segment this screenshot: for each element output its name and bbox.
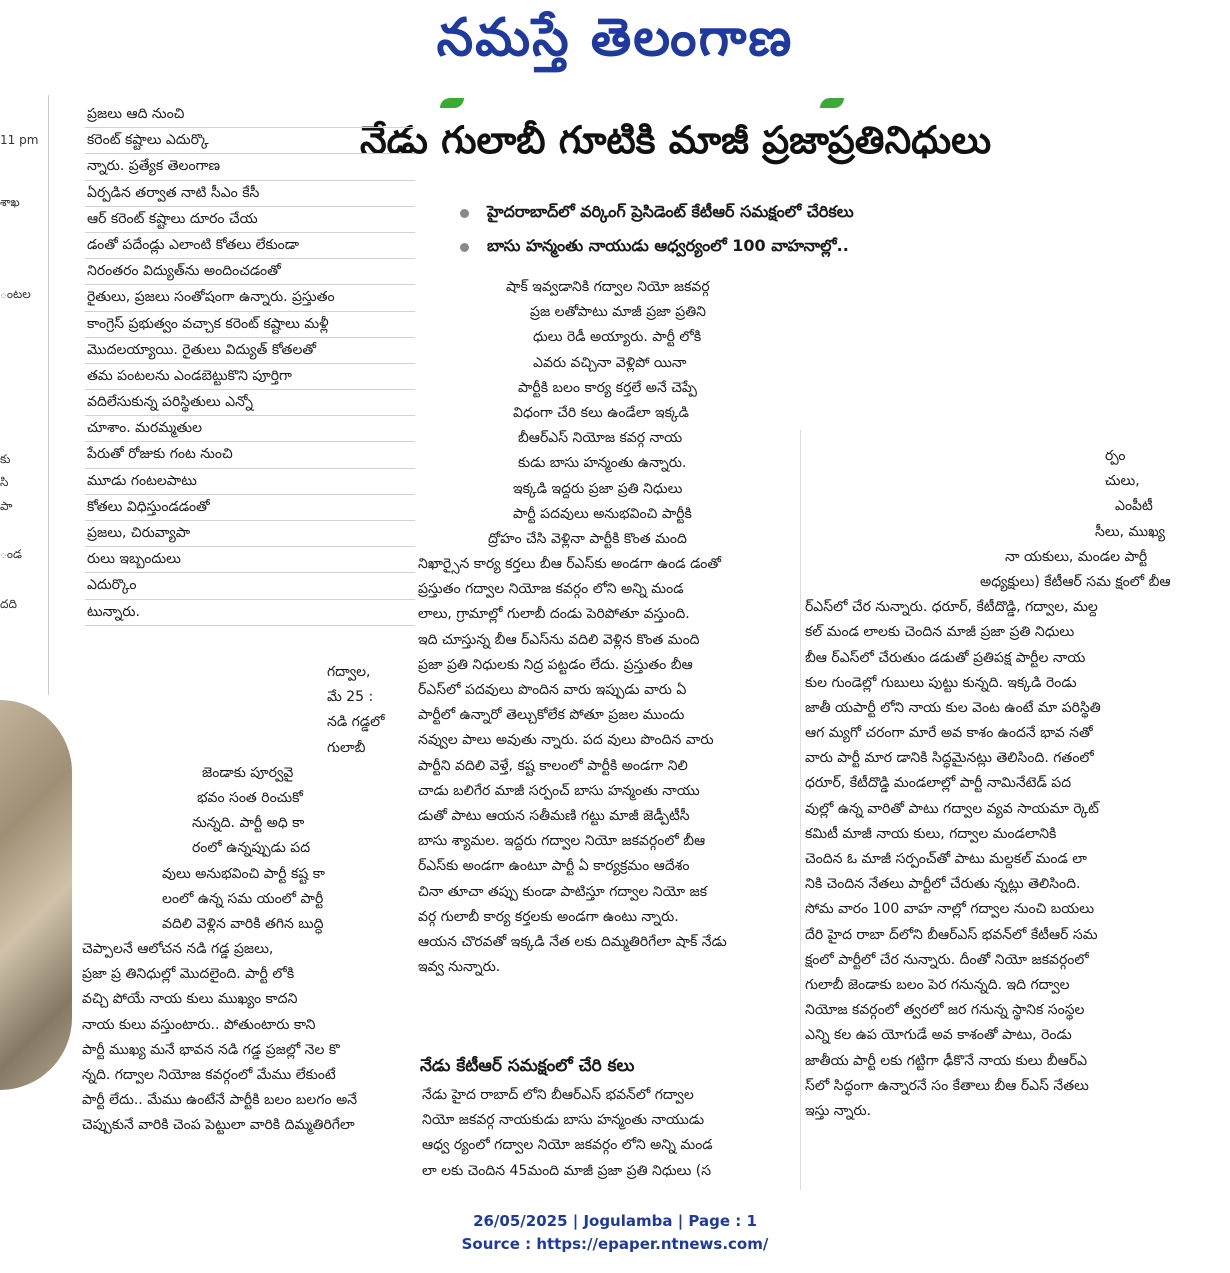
bullet-text: హైదరాబాద్‌లో వర్కింగ్ ప్రెసిడెంట్ కేటీఆర్ సమక్షంలో చేరికలు <box>487 201 854 221</box>
text-line: న్నారు. ప్రత్యేక తెలంగాణ <box>85 154 415 180</box>
text-line: పార్టీకి బలం కార్య కర్తలే అనే చెప్పే <box>518 379 697 396</box>
text-line: ప్రజలు, చిరువ్యాపా <box>85 521 415 547</box>
text-line: ద్రోహం చేసి వెళ్లినా పార్టీకి కొంత మంది <box>488 530 687 547</box>
text-line: రైతులు, ప్రజలు సంతోషంగా ఉన్నారు. ప్రస్తుతం <box>85 285 415 311</box>
text-line: నున్నది. పార్టీ అధి కా <box>192 815 305 832</box>
column-divider <box>800 430 801 1190</box>
text-line: ఎదుర్కొం <box>85 573 415 599</box>
text-line: మూడు గంటలపాటు <box>85 469 415 495</box>
text-line: రంలో ఉన్నప్పుడు పద <box>192 840 311 857</box>
article-column-left <box>82 660 412 1139</box>
article-column-intro <box>85 102 415 626</box>
text-line: నియోజ కవర్గంలో త్వరలో జర గనున్న స్థానిక సంస్థల <box>805 1002 1085 1019</box>
text-line: చెందిన ఓ మాజీ సర్పంచ్‌తో పాటు మల్దకల్ మండ లా <box>805 851 1087 867</box>
text-line: తమ పంటలను ఎండబెట్టుకొని పూర్తిగా <box>85 364 415 390</box>
text-line: ఏర్పడిన తర్వాత నాటి సీఎం కేసీ <box>85 181 415 207</box>
text-line: ర్ఎస్‌లో పదవులు పొందిన వారు ఇప్పుడు వారు ఏ <box>418 682 687 698</box>
text-line: వదిలేసుకున్న పరిస్థితులు ఎన్నో <box>85 390 415 416</box>
text-line: చూశాం. మరమ్మతుల <box>85 416 415 442</box>
text-line: వర్గ గులాబీ కార్య కర్తలకు అండగా ఉంటు న్నారు. <box>418 908 679 925</box>
text-line: ఆధ్వ ర్యంలో గద్వాల నియో జకవర్గం లోని అన్ని మండ <box>422 1137 713 1154</box>
text-line: నా యకులు, మండల పార్టీ <box>1005 548 1148 565</box>
text-line: మే 25 : <box>327 689 374 706</box>
text-line: షాక్ ఇవ్వడానికి గద్వాల నియో జకవర్గ <box>506 279 710 295</box>
text-line: ఇది చూస్తున్న బీఆ ర్ఎస్‌ను వదిలి వెళ్లిన కొంత మంది <box>418 631 700 648</box>
text-line: వదిలి వెళ్లిన వారికి తగిన బుద్ధి <box>162 915 324 932</box>
article-headline: నేడు గులాబీ గూటికి మాజీ ప్రజాప్రతినిధులు <box>360 118 992 162</box>
text-line: వుల్లో ఉన్న వారితో పాటు గద్వాల వ్యవ సాయమా ర్కెట్ <box>805 800 1099 817</box>
text-line: ఇస్తు న్నారు. <box>805 1102 872 1119</box>
text-line: నేడు హైద రాబాద్ లోని బీఆర్ఎస్ భవన్‌లో గద్వాల <box>422 1087 694 1103</box>
article-column-middle-bottom <box>422 1083 802 1184</box>
text-line: న్నది. గద్వాల నియోజ కవర్గంలో మేము లేకుంటే <box>82 1067 336 1083</box>
text-line: వులు అనుభవించి పార్టీ కష్ట కా <box>162 865 325 882</box>
text-line: ఇక్కడి ఇద్దరు ప్రజా ప్రతి నిధులు <box>513 480 683 497</box>
text-line: ర్పం <box>1105 448 1126 464</box>
left-fragment: ండ <box>0 547 22 561</box>
text-line: వారు పార్టీ మార డానికి సిద్ధమైనట్లు తెలిసింది. గతంలో <box>805 750 1094 767</box>
text-line: నికి చెందిన నేతలు పార్టీలో చేరుతు న్నట్లు తెలిసింది. <box>805 876 1081 893</box>
article-column-middle <box>418 275 818 980</box>
text-line: జాతీ యపార్టీ లోని నాయ కుల వెంట ఉంటే మా పరిస్థితి <box>805 699 1101 716</box>
text-line: ధులు రెడీ అయ్యారు. పార్టీ లోకి <box>533 329 702 346</box>
text-line: ప్రజా ప్ర తినిధుల్లో మొదలైంది. పార్టీ లోకి <box>82 966 295 983</box>
text-line: గద్వాల, <box>327 664 371 680</box>
text-line: బీఆ ర్ఎస్‌లో చేరుతుం డడుతో ప్రతిపక్ష పార్టీల నాయ <box>805 649 1086 666</box>
bullet-item <box>460 230 1220 264</box>
text-line: వచ్చి పోయే నాయ కులు ముఖ్యం కాదని <box>82 991 298 1008</box>
text-line: గులాబీ <box>327 739 366 756</box>
text-line: నవ్వుల పాలు అవుతు న్నారు. పద వులు పొందిన వారు <box>418 732 714 749</box>
text-line: నాయ కులు వస్తుంటారు.. పోతుంటారు కాని <box>82 1016 316 1033</box>
text-line: ఎన్ని కల ఉప యోగుడే అవ కాశంతో పాటు, రెండు <box>805 1027 1072 1044</box>
article-photo <box>0 700 72 1090</box>
text-line: రులు ఇబ్బందులు <box>85 547 415 573</box>
bullet-dot-icon <box>460 243 469 252</box>
text-line: పార్టీని వదిలి వెళ్తే, కష్ట కాలంలో పార్టీకి అండగా నిలి <box>418 757 688 774</box>
text-line: దేరి హైద రాబా ద్‌లోని బీఆర్ఎస్ భవన్‌లో కేటీఆర్ సమ <box>805 926 1098 943</box>
text-line: ఆర్ కరెంట్ కష్టాలు దూరం చేయ <box>85 207 415 233</box>
text-line: ప్రజా ప్రతి నిధులకు నిద్ర పట్టడం లేదు. ప్రస్తుతం బీఆ <box>418 656 693 673</box>
footer-edition-info: 26/05/2025 | Jogulamba | Page : 1 <box>473 1212 757 1230</box>
text-line: చినా తూచా తప్పు కుండా పాటిస్తూ గద్వాల నియో జక <box>418 883 708 900</box>
text-line: ఆగ మ్యగో చరంగా మారే అవ కాశం ఉందనే భావ నతో <box>805 725 1093 742</box>
text-line: డుతో పాటు ఆయన సతీమణి గట్టు మాజీ జెడ్పీటీసీ <box>418 807 690 824</box>
text-line: జాతీయ పార్టీ లకు గట్టిగా ఢీకొనే నాయ కులు బీఆర్ఎ <box>805 1052 1088 1069</box>
text-line: భవం సంత రించుకో <box>197 789 303 806</box>
bullet-text: బాసు హన్మంతు నాయుడు ఆధ్వర్యంలో 100 వాహనాల్లో.. <box>487 235 849 255</box>
text-line: ధరూర్, కేటీదొడ్డి మండలాల్లో పార్టీ నామినేటెడ్ పద <box>805 775 1072 792</box>
bullet-item <box>460 196 1220 230</box>
text-line: బీఆర్ఎస్ నియోజ కవర్గ నాయ <box>518 430 683 447</box>
footer-source-link: Source : https://epaper.ntnews.com/ <box>461 1235 769 1253</box>
text-line: చెప్పుకునే వారికి చెంప పెట్టులా వారికి దిమ్మతిరిగేలా <box>82 1117 355 1134</box>
text-line: క్షంలో పార్టీలో చేర నున్నారు. దీంతో నియో జకవర్గంలో <box>805 951 1089 968</box>
text-line: ర్ఎస్‌కు అండగా ఉంటూ పార్టీ ఏ కార్యక్రమం ఆదేశం <box>418 858 690 875</box>
text-line: చాడు బలిగేర మాజీ సర్పంచ్ బాసు హన్మంతు నాయు <box>418 782 700 799</box>
text-line: విధంగా చేరి కలు ఉండేలా ఇక్కడి <box>513 404 690 421</box>
text-line: గులాబీ జెండాకు బలం పెర గనున్నది. ఇది గద్వాల <box>805 976 1070 993</box>
text-line: ఇవ్వ నున్నారు. <box>418 959 501 976</box>
text-line: బాసు శ్యామల. ఇద్దరు గద్వాల నియో జకవర్గంలో బీఆ <box>418 833 706 850</box>
text-line: పార్టీ ముఖ్య మనే భావన నడి గడ్డ ప్రజల్లో నెల కొ <box>82 1041 340 1058</box>
text-line: జెండాకు పూర్వవై <box>202 764 294 781</box>
text-line: స్‌లో సిద్ధంగా ఉన్నారనే సం కేతాలు బీఆ ర్ఎస్ నేతలు <box>805 1077 1089 1094</box>
left-fragment: సి <box>0 475 9 489</box>
bullet-dot-icon <box>460 209 469 218</box>
text-line: ఆయన చొరవతో ఇక్కడి నేత లకు దిమ్మతిరిగేలా షాక్ నేడు <box>418 933 727 950</box>
text-line: పేరుతో రోజుకు గంట నుంచి <box>85 442 415 468</box>
text-line: నడి గడ్డలో <box>327 714 385 731</box>
text-line: ప్రజ లతోపాటు మాజీ ప్రజా ప్రతిని <box>530 304 706 321</box>
text-line: లా లకు చెందిన 45మంది మాజీ ప్రజా ప్రతి నిధులు (స <box>422 1162 712 1179</box>
text-line: నియో జకవర్గ నాయకుడు బాసు హన్మంతు నాయుడు <box>422 1112 705 1129</box>
text-line: కాంగ్రెస్ ప్రభుత్వం వచ్చాక కరెంట్ కష్టాలు మళ్లీ <box>85 312 415 338</box>
text-line: ర్ఎస్‌లో చేర నున్నారు. ధరూర్, కేటీదొడ్డి, గద్వాల, మల్ద <box>805 599 1098 616</box>
text-line: పార్టీ పదవులు అనుభవించి పార్టీకి <box>513 505 692 522</box>
article-column-right <box>805 444 1200 1124</box>
leaf-ornament <box>820 98 844 108</box>
text-line: కుల గుండెల్లో గుబులు పుట్టు కున్నది. ఇక్కడి రెండు <box>805 674 1077 691</box>
column-divider <box>48 95 49 695</box>
headline-bullets <box>460 196 1220 264</box>
text-line: అధ్యక్షులు) కేటీఆర్ సమ క్షంలో బీఆ <box>980 573 1171 590</box>
article-subheading: నేడు కేటీఆర్ సమక్షంలో చేరి కలు <box>420 1056 635 1076</box>
left-fragment: దది <box>0 597 17 611</box>
text-line: చులు, <box>1105 473 1140 490</box>
text-line: లంలో ఉన్న సమ యంలో పార్టీ <box>162 890 324 907</box>
left-fragment: 11 pm <box>0 133 39 147</box>
leaf-ornament <box>440 98 464 108</box>
text-line: కుడు బాసు హన్మంతు ఉన్నారు. <box>518 455 687 472</box>
text-line: నిఖార్సైన కార్య కర్తలు బీఆ ర్ఎస్‌కు అండగా ఉండ డంతో <box>418 556 722 573</box>
text-line: కరెంట్ కష్టాలు ఎదుర్కొ <box>85 128 415 154</box>
text-line: ప్రస్తుతం గద్వాల నియోజ కవర్గం లోని అన్ని మండ <box>418 581 684 598</box>
text-line: సీలు, ముఖ్య <box>1095 523 1165 540</box>
text-line: ఎంపీటీ <box>1115 498 1153 515</box>
text-line: లాలు, గ్రామాల్లో గులాబీ దండు పెరిపోతూ వస్తుంది. <box>418 606 690 623</box>
masthead-title: నమస్తే తెలంగాణ <box>436 8 794 68</box>
text-line: ప్రజలు ఆది నుంచి <box>85 102 415 128</box>
text-line: మొదలయ్యాయి. రైతులు విద్యుత్ కోతలతో <box>85 338 415 364</box>
left-fragment: శాఖ <box>0 195 20 209</box>
text-line: సోమ వారం 100 వాహ నాల్లో గద్వాల నుంచి బయలు <box>805 901 1095 918</box>
text-line: పార్టీలో ఉన్నారో తెల్చుకోలేక పోతూ ప్రజల ముందు <box>418 707 685 724</box>
text-line: నిరంతరం విద్యుత్‌ను అందించడంతో <box>85 259 415 285</box>
text-line: ఎవరు వచ్చినా వెళ్లిపో యినా <box>533 354 687 371</box>
left-fragment: ంటల <box>0 287 31 301</box>
text-line: కోతలు విధిస్తుండడంతో <box>85 495 415 521</box>
text-line: కమిటీ మాజీ నాయ కులు, గద్వాల మండలానికి <box>805 825 1057 842</box>
left-fragment: పా <box>0 499 13 513</box>
text-line: టున్నారు. <box>85 600 415 626</box>
text-line: చెప్పాలనే ఆలోచన నడి గడ్డ ప్రజలు, <box>82 941 274 958</box>
text-line: కల్ మండ లాలకు చెందిన మాజీ ప్రజా ప్రతి నిధులు <box>805 624 1075 641</box>
left-fragment: కు <box>0 452 11 466</box>
text-line: డంతో పదేండ్లు ఎలాంటి కోతలు లేకుండా <box>85 233 415 259</box>
text-line: పార్టీ లేదు.. మేము ఉంటేనే పార్టీకి బలం బలగం అనే <box>82 1092 358 1109</box>
